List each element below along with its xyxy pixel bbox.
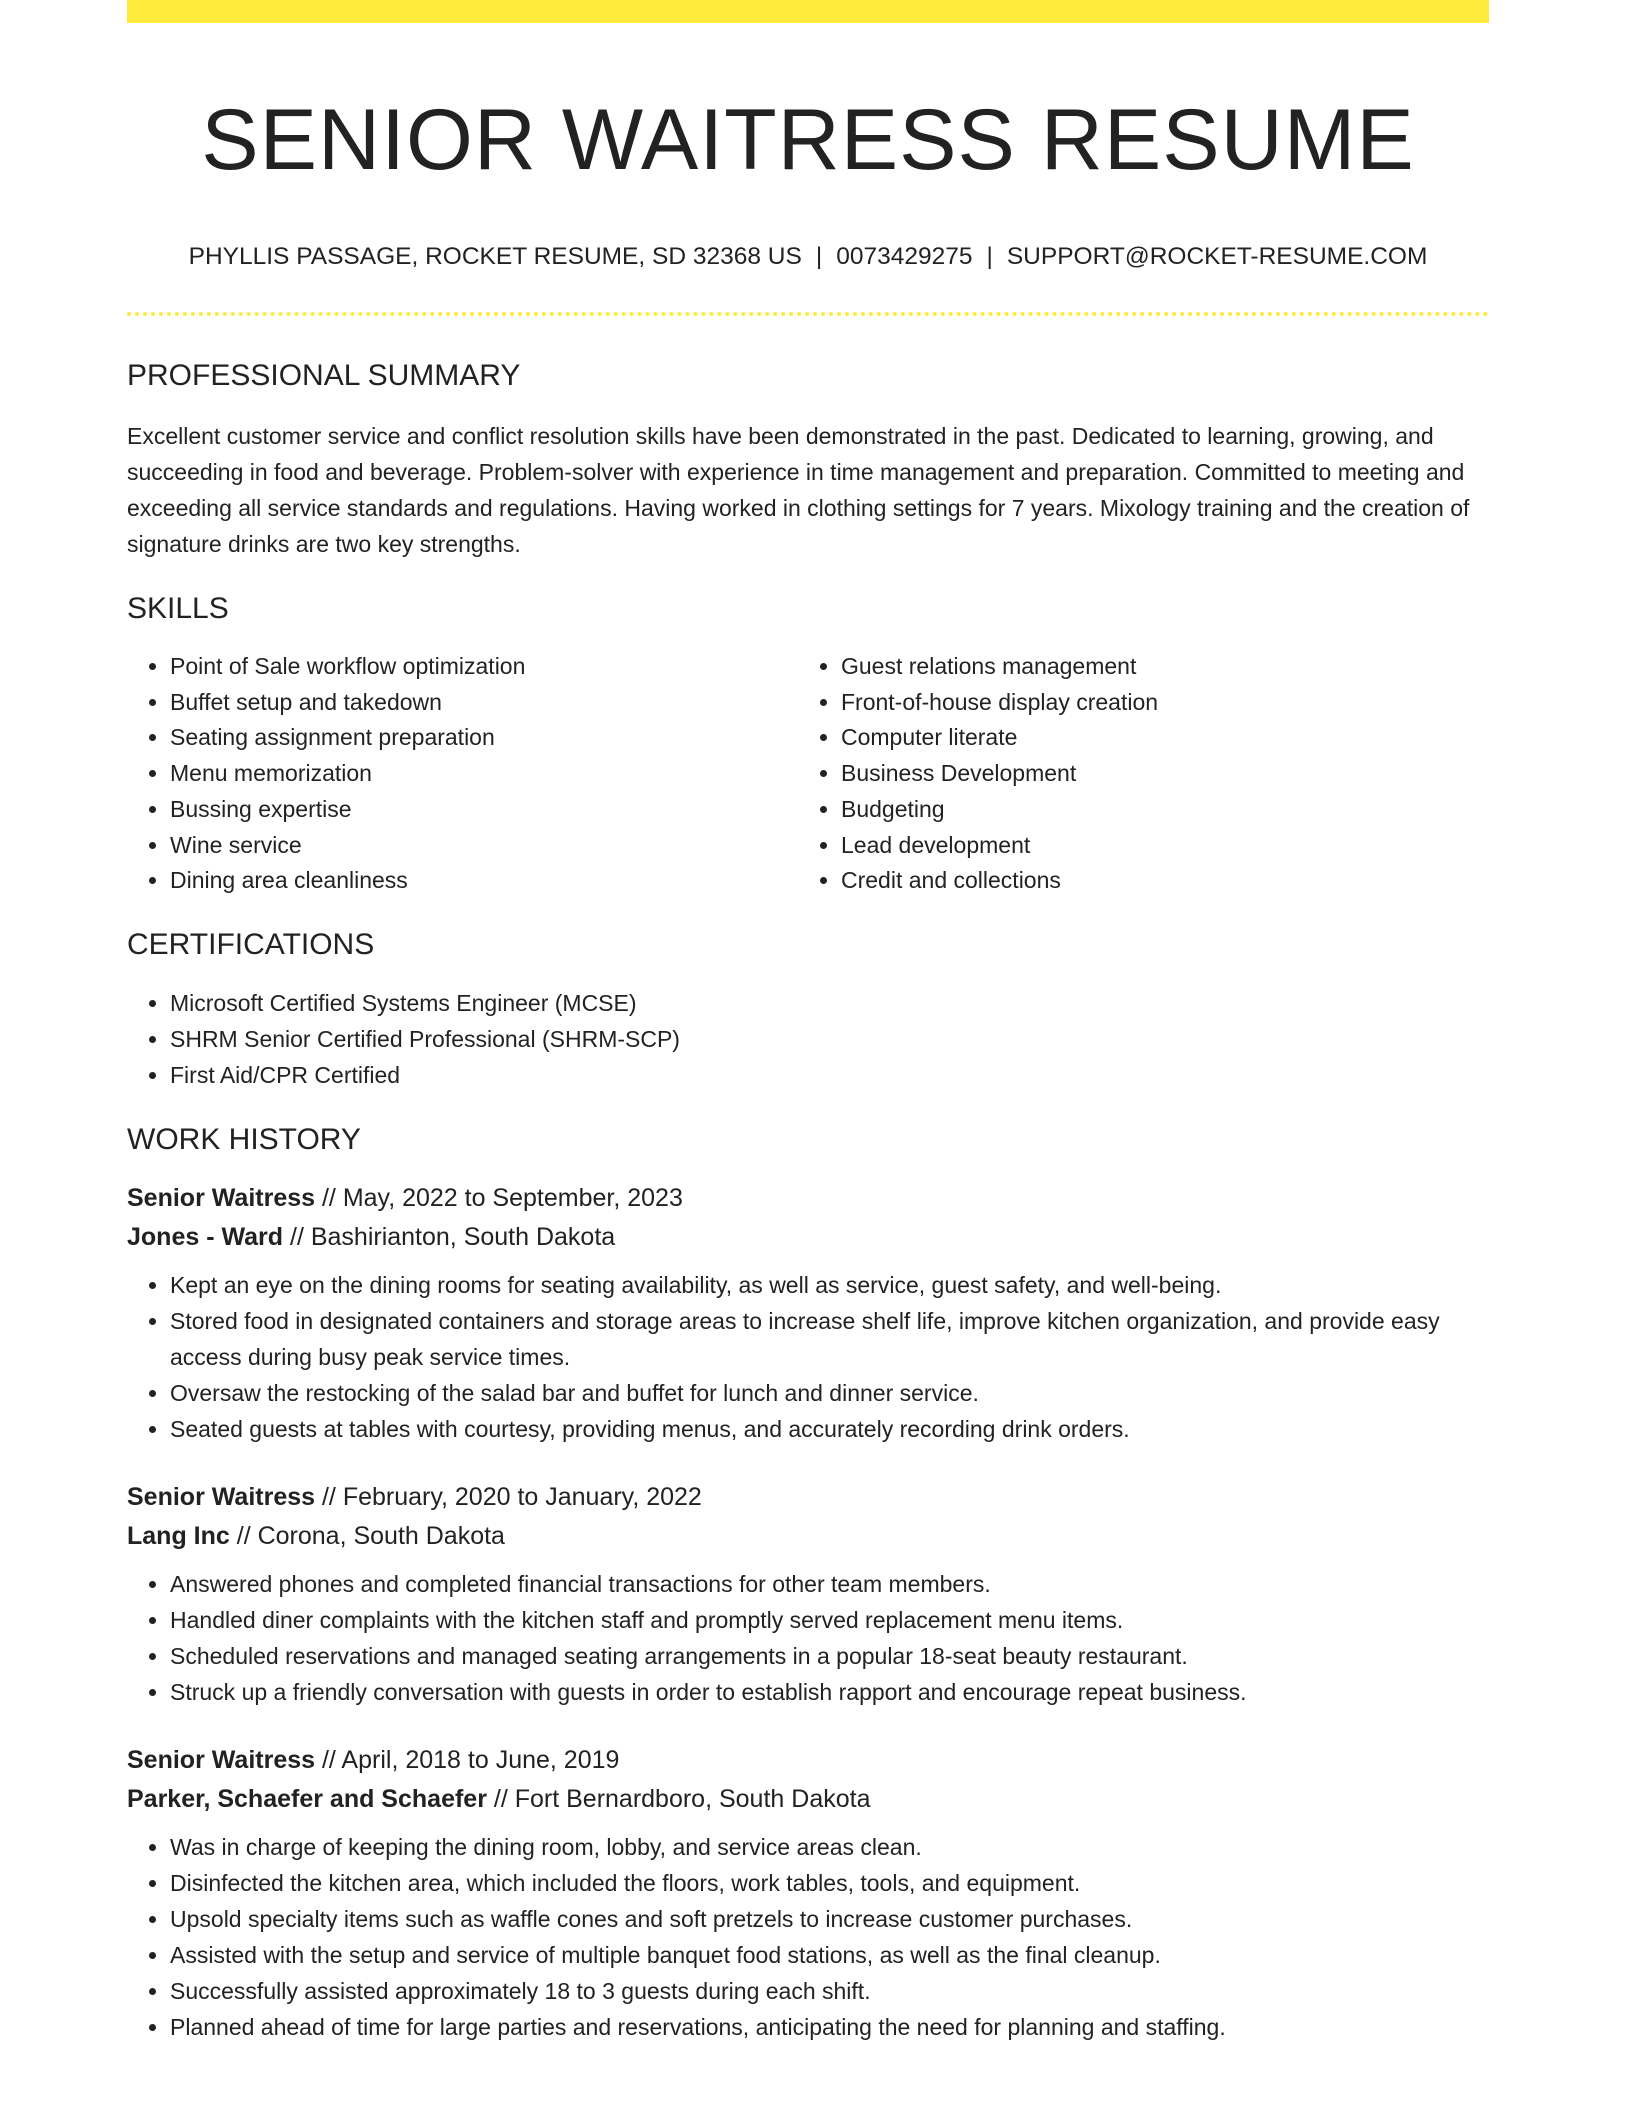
dotted-divider	[127, 312, 1489, 316]
skill-item: • Credit and collections	[841, 863, 1469, 899]
contact-separator: |	[815, 243, 823, 270]
contact-line	[127, 241, 1489, 273]
skill-item: • Guest relations management	[841, 649, 1469, 685]
job-company-line	[127, 1517, 1489, 1556]
job-bullet: • Answered phones and completed financial transactions for other team members.	[170, 1566, 1489, 1602]
job-role: Senior Waitress	[127, 1183, 316, 1212]
certifications-heading: CERTIFICATIONS	[127, 927, 375, 961]
job-company-line	[127, 1780, 1489, 1819]
job-bullet: • Kept an eye on the dining rooms for seating availability, as well as service, guest safety, and well-being.	[170, 1267, 1489, 1303]
certification-item: • SHRM Senior Certified Professional (SHRM-SCP)	[170, 1021, 1489, 1057]
skill-item: • Dining area cleanliness	[170, 863, 798, 899]
skill-item: • Buffet setup and takedown	[170, 685, 798, 721]
resume-title: SENIOR WAITRESS RESUME	[201, 92, 1415, 188]
skill-item: • Point of Sale workflow optimization	[170, 649, 798, 685]
job-bullet: • Upsold specialty items such as waffle cones and soft pretzels to increase customer purchases.	[170, 1901, 1489, 1937]
skill-item: • Bussing expertise	[170, 792, 798, 828]
job-bullet: • Oversaw the restocking of the salad bar and buffet for lunch and dinner service.	[170, 1375, 1489, 1411]
skill-item: • Lead development	[841, 828, 1469, 864]
contact-phone: 0073429275	[836, 243, 973, 270]
job-location: // Corona, South Dakota	[229, 1521, 505, 1550]
contact-email: SUPPORT@ROCKET-RESUME.COM	[1006, 243, 1428, 270]
job-bullet: • Handled diner complaints with the kitchen staff and promptly served replacement menu items.	[170, 1602, 1489, 1638]
job-title-line	[127, 1478, 1489, 1517]
skill-item: • Budgeting	[841, 792, 1469, 828]
job-bullet: • Assisted with the setup and service of multiple banquet food stations, as well as the final cleanup.	[170, 1937, 1489, 1973]
skill-item: • Business Development	[841, 756, 1469, 792]
job-bullet: • Successfully assisted approximately 18 to 3 guests during each shift.	[170, 1973, 1489, 2009]
skill-item: • Front-of-house display creation	[841, 685, 1469, 721]
job-company-line	[127, 1218, 1489, 1257]
job-entry	[127, 1179, 1489, 1447]
summary-text: Excellent customer service and conflict resolution skills have been demonstrated in the past. Dedicated to learning, growing, and succeeding in food and beverage. Problem-solver with experience in time management and preparation. Committed to meeting and exceeding all service standards and regulations. Having worked in clothing settings for 7 years. Mixology training and the creation of signature drinks are two key strengths.	[127, 423, 1470, 557]
job-role: Senior Waitress	[127, 1745, 316, 1774]
job-entry	[127, 1478, 1489, 1710]
skills-list-left	[127, 649, 798, 899]
contact-address: PHYLLIS PASSAGE, ROCKET RESUME, SD 32368 US	[188, 243, 802, 270]
skill-item: • Menu memorization	[170, 756, 798, 792]
job-bullet-list	[127, 1829, 1489, 2045]
job-company: Jones - Ward	[127, 1222, 284, 1251]
job-bullet: • Struck up a friendly conversation with guests in order to establish rapport and encourage repeat business.	[170, 1674, 1489, 1710]
certifications-list	[127, 985, 1489, 1093]
skills-column-left	[127, 649, 798, 899]
certification-item: • First Aid/CPR Certified	[170, 1057, 1489, 1093]
certification-item: • Microsoft Certified Systems Engineer (MCSE)	[170, 985, 1489, 1021]
contact-separator: |	[986, 243, 993, 270]
job-dates: // February, 2020 to January, 2022	[315, 1482, 702, 1511]
job-role: Senior Waitress	[127, 1482, 316, 1511]
job-entry	[127, 1741, 1489, 2045]
job-bullet: • Stored food in designated containers and storage areas to increase shelf life, improve kitchen organization, and provide easy access during busy peak service times.	[170, 1303, 1489, 1375]
job-company: Parker, Schaefer and Schaefer	[127, 1784, 487, 1813]
skills-grid	[127, 649, 1489, 899]
job-bullet: • Was in charge of keeping the dining room, lobby, and service areas clean.	[170, 1829, 1489, 1865]
work-history-heading: WORK HISTORY	[127, 1122, 361, 1156]
job-bullet: • Planned ahead of time for large parties and reservations, anticipating the need for planning and staffing.	[170, 2009, 1489, 2045]
job-bullet-list	[127, 1566, 1489, 1710]
skill-item: • Computer literate	[841, 720, 1469, 756]
skill-item: • Seating assignment preparation	[170, 720, 798, 756]
accent-top-bar	[127, 0, 1489, 23]
job-title-line	[127, 1741, 1489, 1780]
job-dates: // April, 2018 to June, 2019	[315, 1745, 620, 1774]
job-title-line	[127, 1179, 1489, 1218]
job-bullet-list	[127, 1267, 1489, 1447]
skills-heading: SKILLS	[127, 592, 229, 625]
job-bullet: • Seated guests at tables with courtesy, providing menus, and accurately recording drink orders.	[170, 1411, 1489, 1447]
job-location: // Fort Bernardboro, South Dakota	[486, 1784, 871, 1813]
skill-item: • Wine service	[170, 828, 798, 864]
skills-column-right	[798, 649, 1469, 899]
resume-page	[127, 0, 1489, 2045]
job-bullet: • Disinfected the kitchen area, which included the floors, work tables, tools, and equipment.	[170, 1865, 1489, 1901]
job-company: Lang Inc	[127, 1521, 230, 1550]
job-location: // Bashirianton, South Dakota	[283, 1222, 616, 1251]
summary-heading: PROFESSIONAL SUMMARY	[127, 359, 521, 392]
skills-list-right	[798, 649, 1469, 899]
job-dates: // May, 2022 to September, 2023	[315, 1183, 683, 1212]
job-bullet: • Scheduled reservations and managed seating arrangements in a popular 18-seat beauty restaurant.	[170, 1638, 1489, 1674]
